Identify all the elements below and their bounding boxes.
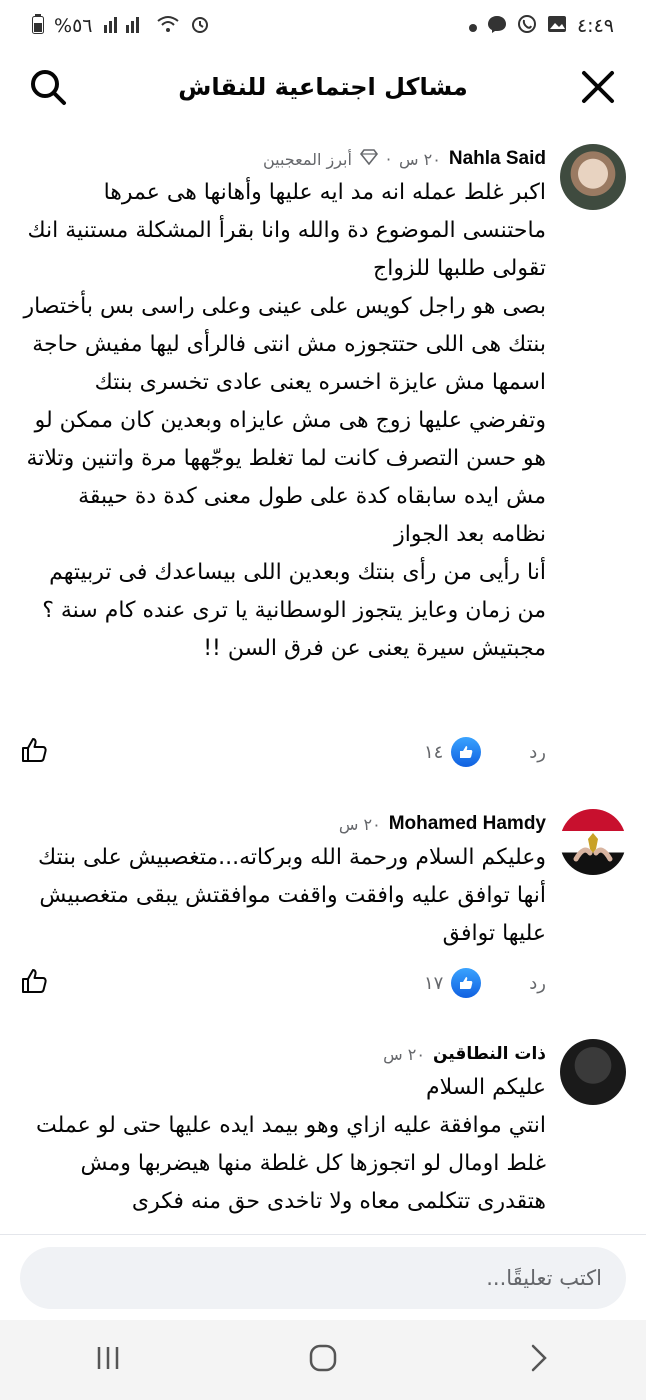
- recents-icon: [93, 1343, 123, 1373]
- comment-item: [0, 1017, 646, 1234]
- dot-icon: [469, 15, 477, 37]
- comment-list: [0, 122, 646, 1234]
- close-icon: [581, 70, 615, 104]
- comment-actions: [20, 736, 546, 768]
- messenger-icon: [487, 14, 507, 39]
- whatsapp-icon: [517, 14, 537, 39]
- thumbs-up-icon: [20, 967, 48, 995]
- like-button[interactable]: [20, 967, 48, 999]
- like-count[interactable]: ١٤: [423, 741, 444, 763]
- avatar[interactable]: [560, 144, 626, 210]
- comment-meta: [20, 1039, 546, 1069]
- top-fan-badge: أبرز المعجبين: [262, 149, 352, 169]
- comment-reactions: [424, 737, 546, 767]
- status-bar: [0, 0, 646, 52]
- comment-author[interactable]: ذات النطاقين: [432, 1044, 546, 1064]
- thumbs-up-icon: [20, 736, 48, 764]
- comment-body: [20, 809, 546, 953]
- comment-author[interactable]: Nahla Said: [448, 148, 546, 169]
- comment-reactions: [424, 968, 546, 998]
- like-count[interactable]: ١٧: [423, 972, 444, 994]
- system-nav-bar: [0, 1320, 646, 1400]
- like-reaction-icon: [451, 737, 481, 767]
- avatar[interactable]: [560, 1039, 626, 1105]
- comment-item: [0, 122, 646, 787]
- status-right: [469, 14, 614, 39]
- comment-item: [0, 787, 646, 1017]
- header-bar: [0, 52, 646, 122]
- home-icon: [308, 1343, 338, 1373]
- wifi-icon: [156, 15, 180, 38]
- back-button[interactable]: [523, 1343, 553, 1377]
- comment-time: ٢٠ س: [399, 149, 441, 169]
- comment-body: [20, 1039, 546, 1221]
- like-button[interactable]: [20, 736, 48, 768]
- gallery-icon: [547, 14, 567, 39]
- back-icon: [523, 1343, 553, 1373]
- comment-actions: [20, 967, 546, 999]
- page-title: مشاكل اجتماعية للنقاش: [178, 73, 468, 101]
- search-icon: [28, 67, 68, 107]
- comment-author[interactable]: Mohamed Hamdy: [388, 813, 546, 834]
- comment-body: [20, 144, 546, 668]
- reply-button[interactable]: رد: [529, 972, 546, 994]
- reply-button[interactable]: رد: [529, 741, 546, 763]
- comment-text: وعليكم السلام ورحمة الله وبركاته...متغصبيش على بنتك أنها توافق عليه وافقت واقفت موافقتش يبقى متغصبيش عليها توافق: [38, 845, 546, 946]
- separator-dot: ·: [385, 149, 392, 169]
- battery-icon: [32, 14, 44, 39]
- recents-button[interactable]: [93, 1343, 123, 1377]
- diamond-icon: [360, 149, 378, 169]
- comment-text: اكبر غلط عمله انه مد ايه عليها وأهانها هى عمرها ماحتنسى الموضوع دة والله وانا بقرأ المشكلة مستنية انك تقولى طلبها للزواج بصى هو راجل كويس على عينى وعلى راسى بس بأختصار بنتك هى اللى حتتجوزه مش انتى فالرأى ليها مفيش حاجة اسمها مش عايزة اخسره يعنى عادى تخسرى بنتك وتفرضي عليها زوج هى مش عايزاه وبعدين كان ممكن لو هو حسن التصرف كانت لما تغلط يوجّهها مرة واتنين وتلاتة مش ايده سابقاه كدة على طول معنى كدة دة حيبقة نظامه بعد الجواز أنا رأيى من رأى بنتك وبعدين اللى بيساعدك فى تربيتهم من زمان وعايز يتجوز الوسطانية يا ترى عنده كام سنة ؟ مجبتيش سيرة يعنى عن فرق السن !!: [23, 180, 546, 661]
- avatar[interactable]: [560, 809, 626, 875]
- comment-meta: [20, 809, 546, 839]
- clock-time: ٤:٤٩: [576, 15, 614, 37]
- comment-time: ٢٠ س: [383, 1044, 425, 1064]
- comment-input[interactable]: [20, 1247, 626, 1309]
- comment-text: عليكم السلام انتي موافقة عليه ازاي وهو بيمد ايده عليها حتى لو عملت غلط اومال لو اتجوزها كل غلطة منها هيضربها ومش هتقدرى تتكلمى معاه ولا تاخدى حق منه فكرى: [36, 1075, 546, 1214]
- status-left: [32, 14, 210, 39]
- comment-time: ٢٠ س: [338, 814, 381, 834]
- search-button[interactable]: [24, 63, 72, 111]
- eagle-emblem-icon: [560, 809, 626, 875]
- signal-icon: [102, 15, 146, 38]
- like-reaction-icon: [451, 968, 481, 998]
- comment-composer: [0, 1234, 646, 1320]
- home-button[interactable]: [308, 1343, 338, 1377]
- close-button[interactable]: [574, 63, 622, 111]
- comment-meta: [20, 144, 546, 174]
- alarm-icon: [190, 14, 210, 39]
- battery-percent: %٥٦: [54, 15, 93, 37]
